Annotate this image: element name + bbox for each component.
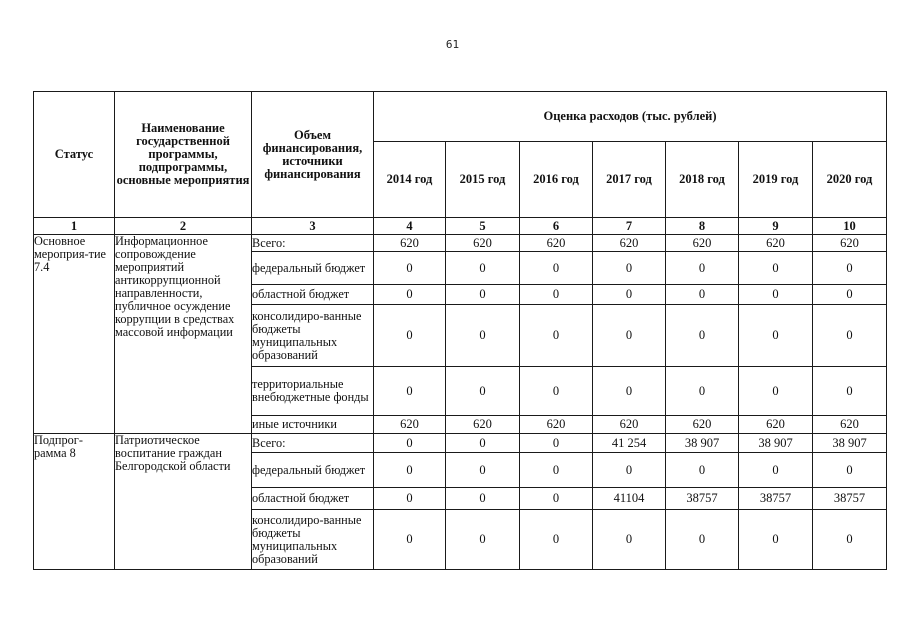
amount-cell: 620	[520, 235, 593, 252]
amount-cell: 620	[739, 235, 813, 252]
column-number: 7	[593, 218, 666, 235]
amount-cell: 0	[593, 285, 666, 305]
amount-cell: 41 254	[593, 434, 666, 453]
header-year: 2017 год	[593, 142, 666, 218]
column-number: 4	[374, 218, 446, 235]
amount-cell: 0	[374, 285, 446, 305]
amount-cell: 620	[593, 235, 666, 252]
status-cell: Основное мероприя-тие 7.4	[34, 235, 115, 434]
funding-source-cell: иные источники	[252, 416, 374, 434]
amount-cell: 620	[813, 235, 887, 252]
amount-cell: 0	[813, 305, 887, 367]
amount-cell: 38 907	[813, 434, 887, 453]
amount-cell: 0	[446, 434, 520, 453]
financing-table	[33, 91, 887, 570]
program-name-cell: Информационное сопровождение мероприятий антикоррупционной направленности, публичное осуждение коррупции в средствах массовой информации	[115, 235, 252, 434]
column-number: 2	[115, 218, 252, 235]
amount-cell: 0	[446, 252, 520, 285]
header-year: 2016 год	[520, 142, 593, 218]
amount-cell: 0	[813, 367, 887, 416]
amount-cell: 0	[374, 367, 446, 416]
amount-cell: 0	[739, 367, 813, 416]
amount-cell: 0	[813, 510, 887, 570]
funding-source-cell: консолидиро-ванные бюджеты муниципальных образований	[252, 305, 374, 367]
amount-cell: 620	[593, 416, 666, 434]
funding-source-cell: федеральный бюджет	[252, 453, 374, 488]
header-status: Статус	[34, 92, 115, 218]
amount-cell: 0	[374, 510, 446, 570]
amount-cell: 0	[666, 285, 739, 305]
amount-cell: 620	[666, 416, 739, 434]
column-number: 3	[252, 218, 374, 235]
amount-cell: 38 907	[739, 434, 813, 453]
amount-cell: 0	[739, 510, 813, 570]
amount-cell: 0	[739, 305, 813, 367]
amount-cell: 0	[739, 285, 813, 305]
amount-cell: 0	[446, 510, 520, 570]
amount-cell: 38757	[739, 488, 813, 510]
header-program-name: Наименование государственной программы, подпрограммы, основные мероприятия	[115, 92, 252, 218]
funding-source-cell: Всего:	[252, 434, 374, 453]
amount-cell: 0	[374, 488, 446, 510]
amount-cell: 0	[739, 453, 813, 488]
amount-cell: 0	[593, 367, 666, 416]
header-year: 2018 год	[666, 142, 739, 218]
program-name-cell: Патриотическое воспитание граждан Белгородской области	[115, 434, 252, 570]
amount-cell: 0	[520, 305, 593, 367]
funding-source-cell: областной бюджет	[252, 488, 374, 510]
page-number: 61	[445, 38, 460, 51]
amount-cell: 620	[374, 416, 446, 434]
funding-source-cell: федеральный бюджет	[252, 252, 374, 285]
amount-cell: 0	[593, 305, 666, 367]
column-number: 8	[666, 218, 739, 235]
amount-cell: 0	[446, 367, 520, 416]
funding-source-cell: территориальные внебюджетные фонды	[252, 367, 374, 416]
amount-cell: 0	[520, 367, 593, 416]
column-number-row	[34, 218, 887, 235]
amount-cell: 620	[666, 235, 739, 252]
column-number: 6	[520, 218, 593, 235]
status-cell: Подпрог-рамма 8	[34, 434, 115, 570]
amount-cell: 0	[374, 434, 446, 453]
column-number: 10	[813, 218, 887, 235]
amount-cell: 0	[446, 488, 520, 510]
amount-cell: 620	[446, 235, 520, 252]
amount-cell: 0	[666, 305, 739, 367]
amount-cell: 620	[374, 235, 446, 252]
amount-cell: 0	[520, 510, 593, 570]
amount-cell: 0	[666, 453, 739, 488]
amount-cell: 38757	[666, 488, 739, 510]
table-row	[34, 434, 887, 453]
funding-source-cell: Всего:	[252, 235, 374, 252]
amount-cell: 0	[739, 252, 813, 285]
amount-cell: 620	[520, 416, 593, 434]
amount-cell: 0	[374, 252, 446, 285]
header-expense-estimate: Оценка расходов (тыс. рублей)	[374, 92, 887, 142]
amount-cell: 0	[666, 252, 739, 285]
amount-cell: 0	[813, 285, 887, 305]
amount-cell: 0	[593, 252, 666, 285]
amount-cell: 0	[520, 285, 593, 305]
amount-cell: 0	[520, 488, 593, 510]
amount-cell: 0	[446, 305, 520, 367]
column-number: 9	[739, 218, 813, 235]
amount-cell: 620	[813, 416, 887, 434]
header-year: 2014 год	[374, 142, 446, 218]
header-financing-volume: Объем финансирования, источники финансирования	[252, 92, 374, 218]
amount-cell: 0	[374, 305, 446, 367]
amount-cell: 0	[593, 453, 666, 488]
amount-cell: 0	[813, 453, 887, 488]
amount-cell: 41104	[593, 488, 666, 510]
header-year: 2019 год	[739, 142, 813, 218]
amount-cell: 0	[520, 434, 593, 453]
funding-source-cell: консолидиро-ванные бюджеты муниципальных образований	[252, 510, 374, 570]
amount-cell: 0	[666, 510, 739, 570]
amount-cell: 620	[739, 416, 813, 434]
amount-cell: 0	[813, 252, 887, 285]
amount-cell: 38757	[813, 488, 887, 510]
amount-cell: 620	[446, 416, 520, 434]
amount-cell: 0	[446, 285, 520, 305]
column-number: 1	[34, 218, 115, 235]
amount-cell: 0	[520, 252, 593, 285]
amount-cell: 38 907	[666, 434, 739, 453]
amount-cell: 0	[593, 510, 666, 570]
column-number: 5	[446, 218, 520, 235]
table-row	[34, 235, 887, 252]
amount-cell: 0	[666, 367, 739, 416]
funding-source-cell: областной бюджет	[252, 285, 374, 305]
amount-cell: 0	[374, 453, 446, 488]
amount-cell: 0	[446, 453, 520, 488]
header-year: 2020 год	[813, 142, 887, 218]
header-year: 2015 год	[446, 142, 520, 218]
amount-cell: 0	[520, 453, 593, 488]
